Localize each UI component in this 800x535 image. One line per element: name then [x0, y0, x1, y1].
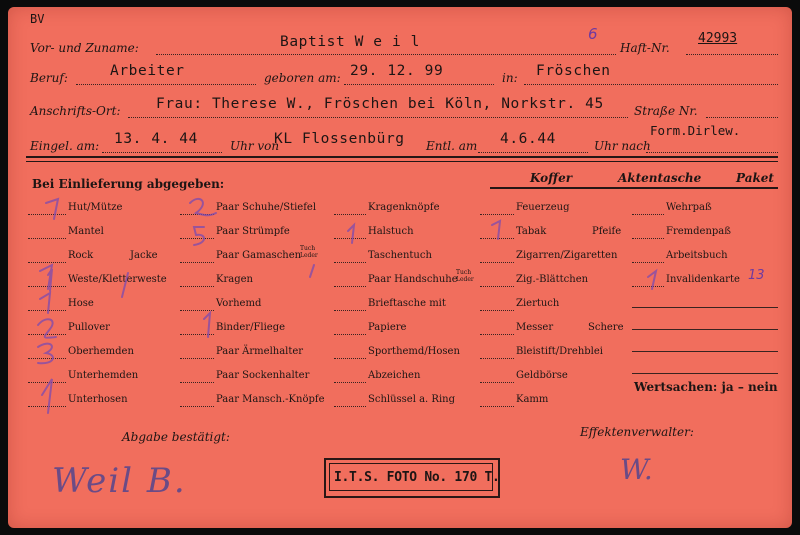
- strasse-label: Straße Nr.: [634, 104, 698, 118]
- tally-pullover: [38, 319, 56, 338]
- in-value: Fröschen: [536, 63, 611, 79]
- item-pfeife: Pfeife: [592, 226, 622, 237]
- item-schere: Schere: [588, 322, 624, 333]
- item-abzeichen: Abzeichen: [368, 370, 421, 381]
- beruf-value: Arbeiter: [110, 63, 185, 79]
- belongings-heading: Bei Einlieferung abgegeben:: [32, 177, 225, 191]
- item-jacke: Jacke: [130, 250, 158, 261]
- item-feuerzeug: Feuerzeug: [516, 202, 570, 213]
- prisoner-effects-card: [8, 7, 792, 528]
- item-hut: Hut/Mütze: [68, 202, 123, 213]
- item-brieftasche: Brieftasche mit: [368, 298, 446, 309]
- item-binder: Binder/Fliege: [216, 322, 286, 333]
- von-value: KL Flossenbürg: [274, 131, 405, 147]
- paket-label: Paket: [736, 171, 774, 185]
- item-schuhe: Paar Schuhe/Stiefel: [216, 202, 317, 213]
- abgabe-label: Abgabe bestätigt:: [122, 430, 230, 444]
- stamp-text: I.T.S. FOTO No. 170 T.: [334, 470, 500, 485]
- tuch-leder-note-2: Tuch Leder: [456, 269, 474, 283]
- tally-binder: [204, 313, 210, 337]
- item-taschentuch: Taschentuch: [368, 250, 432, 261]
- item-invalidenkarte: Invalidenkarte: [666, 274, 740, 285]
- name-label: Vor- und Zuname:: [30, 41, 139, 55]
- item-unterhemden: Unterhemden: [68, 370, 139, 381]
- item-geldboerse: Geldbörse: [516, 370, 568, 381]
- tally-struempfe: [194, 227, 204, 245]
- item-aermelhalter: Paar Ärmelhalter: [216, 346, 304, 357]
- eingel-value: 13. 4. 44: [114, 131, 198, 147]
- item-messer: Messer: [516, 322, 554, 333]
- item-ziertuch: Ziertuch: [516, 298, 560, 309]
- koffer-label: Koffer: [530, 171, 573, 185]
- wertsachen-label: Wertsachen: ja – nein: [634, 380, 778, 394]
- item-manschknoepfe: Paar Mansch.-Knöpfe: [216, 394, 325, 405]
- tally-halstuch: [348, 225, 354, 243]
- invaliden-pencil-number: 13: [748, 268, 765, 283]
- tally-gamaschen: [310, 265, 314, 277]
- item-arbeitsbuch: Arbeitsbuch: [666, 250, 728, 261]
- anschrift-label: Anschrifts-Ort:: [30, 104, 121, 118]
- item-vorhemd: Vorhemd: [216, 298, 262, 309]
- item-fremdenpass: Fremdenpaß: [666, 226, 731, 237]
- item-wehrpass: Wehrpaß: [666, 202, 712, 213]
- tally-oberhemden: [38, 344, 53, 364]
- item-struempfe: Paar Strümpfe: [216, 226, 290, 237]
- tally-unterhosen: [42, 379, 52, 413]
- uhr-von-label: Uhr von: [230, 139, 280, 153]
- item-zigblaettchen: Zig.-Blättchen: [516, 274, 589, 285]
- eingel-label: Eingel. am:: [30, 139, 100, 153]
- item-kragenknoepfe: Kragenknöpfe: [368, 202, 440, 213]
- name-value: Baptist W e i l: [280, 34, 420, 50]
- item-kamm: Kamm: [516, 394, 549, 405]
- item-rock: Rock: [68, 250, 94, 261]
- haft-label: Haft-Nr.: [620, 41, 670, 55]
- tally-hose: [40, 293, 50, 313]
- in-label: in:: [502, 71, 518, 85]
- tuch-leder-note-1: Tuch Leder: [300, 245, 318, 259]
- anschrift-value: Frau: Therese W., Fröschen bei Köln, Norkstr. 45: [156, 96, 604, 112]
- haft-number: 42993: [698, 31, 738, 46]
- entl-label: Entl. am: [426, 139, 478, 153]
- beruf-label: Beruf:: [30, 71, 68, 85]
- item-unterhosen: Unterhosen: [68, 394, 128, 405]
- item-gamaschen: Paar Gamaschen: [216, 250, 302, 261]
- item-hose: Hose: [68, 298, 94, 309]
- tally-schuhe: [190, 199, 216, 215]
- item-oberhemden: Oberhemden: [68, 346, 134, 357]
- uhr-nach-label: Uhr nach: [594, 139, 651, 153]
- item-schluessel: Schlüssel a. Ring: [368, 394, 455, 405]
- nach-value: Form.Dirlew.: [650, 123, 741, 138]
- tally-weste-extra: [122, 273, 128, 297]
- effekten-label: Effektenverwalter:: [580, 425, 694, 439]
- category-code: BV: [30, 12, 45, 26]
- item-mantel: Mantel: [68, 226, 104, 237]
- item-zigarren: Zigarren/Zigaretten: [516, 250, 618, 261]
- geboren-label: geboren am:: [264, 71, 341, 85]
- tally-hut: [46, 199, 58, 219]
- prisoner-signature: Weil B.: [52, 461, 187, 501]
- item-halstuch: Halstuch: [368, 226, 414, 237]
- item-tabak: Tabak: [516, 226, 547, 237]
- item-pullover: Pullover: [68, 322, 110, 333]
- entl-value: 4.6.44: [500, 131, 556, 147]
- item-sockenhalter: Paar Sockenhalter: [216, 370, 310, 381]
- item-handschuhe: Paar Handschuhe: [368, 274, 458, 285]
- geboren-value: 29. 12. 99: [350, 63, 444, 79]
- item-sporthemd: Sporthemd/Hosen: [368, 346, 460, 357]
- aktentasche-label: Aktentasche: [618, 171, 702, 185]
- tally-tabak: [492, 221, 500, 239]
- verwalter-initials: W.: [620, 453, 653, 486]
- item-weste: Weste/Kletterweste: [68, 274, 167, 285]
- pencil-mark: 6: [588, 25, 598, 43]
- pencil-tally-marks: [8, 7, 792, 528]
- tally-invaliden: [648, 271, 656, 289]
- item-kragen: Kragen: [216, 274, 253, 285]
- its-photo-stamp: [324, 458, 500, 498]
- item-bleistift: Bleistift/Drehblei: [516, 346, 603, 357]
- item-papiere: Papiere: [368, 322, 407, 333]
